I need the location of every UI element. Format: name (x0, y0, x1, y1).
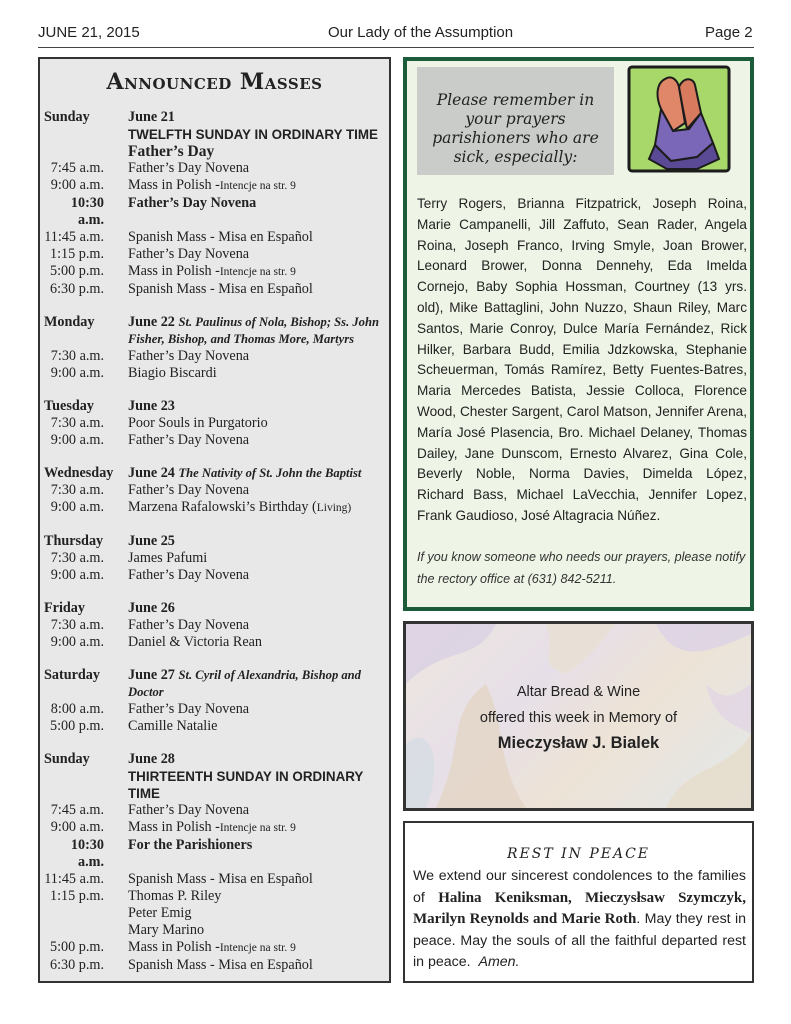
mass-entry (44, 819, 389, 837)
liturgical-title: THIRTEENTH SUNDAY IN ORDINARY TIME (128, 769, 364, 801)
mass-entry (44, 634, 389, 651)
mass-intention-cell (128, 263, 389, 281)
mass-note: Intencje na str. 9 (219, 942, 296, 954)
rest-in-peace-box (403, 821, 754, 983)
day-info (128, 465, 389, 482)
mass-time: 11:45 a.m. (44, 229, 104, 245)
prayers-box (403, 57, 754, 611)
mass-entry (44, 482, 389, 499)
mass-intention: Father’s Day Novena (128, 567, 250, 583)
altar-bread-box (403, 621, 754, 811)
day-header (44, 109, 389, 126)
mass-intention: Spanish Mass - Misa en Español (128, 871, 313, 887)
mass-time: 10:30 a.m. (70, 195, 104, 228)
mass-time-cell (44, 499, 128, 517)
mass-time-cell (44, 634, 128, 651)
mass-time: 7:45 a.m. (50, 802, 104, 818)
mass-intention-cell (128, 365, 389, 382)
occasion-title: Father’s Day (128, 143, 215, 160)
occasion-row (44, 143, 389, 160)
mass-entry (44, 888, 389, 905)
day-spacer (44, 651, 389, 667)
bulletin-date: JUNE 21, 2015 (38, 24, 140, 41)
mass-intention: Father’s Day Novena (128, 617, 250, 633)
mass-time: 9:00 a.m. (50, 432, 104, 448)
day-spacer (44, 382, 389, 398)
mass-entry (44, 499, 389, 517)
mass-intention-cell (128, 617, 389, 634)
day-info (128, 109, 389, 126)
feast-name: The Nativity of St. John the Baptist (178, 466, 362, 480)
mass-intention-cell (128, 415, 389, 432)
mass-intention-cell (128, 837, 389, 871)
mass-intention: Father’s Day Novena (128, 432, 250, 448)
mass-intention: Camille Natalie (128, 718, 218, 734)
mass-entry (44, 617, 389, 634)
mass-intention: Father’s Day Novena (128, 246, 250, 262)
mass-intention-cell (128, 819, 389, 837)
mass-time: 10:30 a.m. (70, 837, 104, 870)
mass-time-cell (44, 905, 128, 922)
mass-intention: Mass in Polish - (128, 939, 220, 955)
rip-intro: We extend our sincerest condolences to the families of (413, 868, 746, 906)
rip-outro: . May they rest in peace. May the souls of all the faithful departed rest in peace. (413, 911, 746, 970)
mass-time-cell (44, 263, 128, 281)
rip-names: Halina Keniksman, Mieczysłsaw Szymczyk, Marilyn Reynolds and Marie Roth (413, 889, 746, 927)
mass-time-cell (44, 177, 128, 195)
mass-intention: Mass in Polish - (128, 263, 220, 279)
spacer (44, 143, 128, 160)
mass-time: 1:15 p.m. (50, 246, 104, 262)
mass-time-cell (44, 802, 128, 819)
mass-entry (44, 567, 389, 584)
mass-entry (44, 802, 389, 819)
mass-intention: Father’s Day Novena (128, 160, 250, 176)
mass-entry (44, 837, 389, 871)
mass-note: Living) (316, 502, 352, 514)
mass-entry (44, 246, 389, 263)
mass-intention-cell (128, 348, 389, 365)
day-spacer (44, 517, 389, 533)
day-date: June 25 (128, 533, 175, 549)
mass-intention-cell (128, 939, 389, 957)
day-name: Monday (44, 314, 95, 330)
mass-entry (44, 432, 389, 449)
mass-intention-cell (128, 888, 389, 905)
mass-time: 5:00 p.m. (50, 718, 104, 734)
mass-time: 5:00 p.m. (50, 263, 104, 279)
mass-note: Intencje na str. 9 (219, 822, 296, 834)
mass-intention-cell (128, 281, 389, 298)
day-date: June 26 (128, 600, 175, 616)
day-spacer (44, 449, 389, 465)
mass-time: 7:30 a.m. (50, 348, 104, 364)
mass-time: 6:30 p.m. (50, 957, 104, 973)
mass-time: 9:00 a.m. (50, 177, 104, 193)
rip-title: REST IN PEACE (506, 846, 651, 862)
mass-intention-cell (128, 195, 389, 229)
mass-entry (44, 957, 389, 974)
mass-intention-cell (128, 701, 389, 718)
day-header (44, 600, 389, 617)
rip-amen: Amen. (478, 954, 520, 970)
mass-intention-cell (128, 499, 389, 517)
mass-intention: James Pafumi (128, 550, 208, 566)
day-info (128, 600, 389, 617)
mass-time: 7:30 a.m. (50, 415, 104, 431)
mass-intention: Thomas P. Riley (128, 888, 222, 904)
mass-intention-cell (128, 802, 389, 819)
mass-intention-cell (128, 905, 389, 922)
mass-time: 11:45 a.m. (44, 871, 104, 887)
spacer (44, 126, 128, 143)
day-date: June 22 (128, 314, 175, 330)
mass-note: Intencje na str. 9 (219, 180, 296, 192)
mass-entry (44, 177, 389, 195)
day-name: Thursday (44, 533, 104, 549)
mass-time-cell (44, 550, 128, 567)
mass-time: 9:00 a.m. (50, 634, 104, 650)
announced-masses-box (38, 57, 391, 983)
mass-intention: Mary Marino (128, 922, 205, 938)
day-spacer (44, 584, 389, 600)
mass-entry (44, 263, 389, 281)
mass-intention: Peter Emig (128, 905, 192, 921)
mass-time-cell (44, 415, 128, 432)
parish-name: Our Lady of the Assumption (328, 24, 514, 41)
mass-intention: Mass in Polish - (128, 819, 220, 835)
mass-time-cell (44, 281, 128, 298)
mass-time: 5:00 p.m. (50, 939, 104, 955)
mass-entry (44, 195, 389, 229)
day-header (44, 314, 389, 348)
liturgical-title-row (44, 768, 389, 802)
day-header (44, 667, 389, 701)
mass-intention-cell (128, 957, 389, 974)
mass-entry (44, 229, 389, 246)
mass-intention-cell (128, 718, 389, 735)
mass-intention: Father’s Day Novena (128, 802, 250, 818)
day-info (128, 533, 389, 550)
mass-entry (44, 718, 389, 735)
prayers-notify-note: If you know someone who needs our prayers, please notify the rectory office at (631) 842-5211. (417, 550, 746, 586)
mass-time-cell (44, 567, 128, 584)
mass-entry (44, 550, 389, 567)
day-spacer (44, 735, 389, 751)
mass-time-cell (44, 957, 128, 974)
mass-intention: Father’s Day Novena (128, 482, 250, 498)
day-info (128, 667, 389, 701)
day-date: June 24 (128, 465, 175, 481)
mass-intention: Spanish Mass - Misa en Español (128, 281, 313, 297)
day-header (44, 533, 389, 550)
mass-intention: For the Parishioners (128, 837, 253, 853)
mass-time-cell (44, 432, 128, 449)
mass-schedule (44, 109, 389, 974)
mass-intention: Father’s Day Novena (128, 195, 257, 211)
mass-time: 9:00 a.m. (50, 365, 104, 381)
mass-intention-cell (128, 567, 389, 584)
mass-time: 7:45 a.m. (50, 160, 104, 176)
mass-entry (44, 348, 389, 365)
altar-heading: Altar Bread & Wine (516, 684, 641, 700)
mass-entry (44, 160, 389, 177)
mass-intention-cell (128, 160, 389, 177)
mass-note: Intencje na str. 9 (219, 266, 296, 278)
mass-intention-cell (128, 177, 389, 195)
day-spacer (44, 298, 389, 314)
day-name: Saturday (44, 667, 100, 683)
mass-time-cell (44, 195, 128, 229)
mass-time-cell (44, 819, 128, 837)
mass-time: 7:30 a.m. (50, 482, 104, 498)
mass-intention-cell (128, 482, 389, 499)
feast-name: St. Paulinus of Nola, Bishop; Ss. John Fisher, Bishop, and Thomas More, Martyrs (128, 315, 379, 346)
mass-time: 1:15 p.m. (50, 888, 104, 904)
mass-intention-cell (128, 229, 389, 246)
mass-entry (44, 871, 389, 888)
mass-entry (44, 415, 389, 432)
header-divider (38, 47, 754, 48)
rip-body (413, 866, 746, 974)
prayers-heading: Please remember in your prayers parishioners who are sick, especially: (432, 91, 599, 166)
mass-intention-cell (128, 922, 389, 939)
liturgical-title: TWELFTH SUNDAY IN ORDINARY TIME (128, 127, 378, 142)
day-header (44, 398, 389, 415)
day-name: Friday (44, 600, 85, 616)
day-info (128, 751, 389, 768)
day-header (44, 465, 389, 482)
mass-intention: Daniel & Victoria Rean (128, 634, 263, 650)
day-name: Tuesday (44, 398, 94, 414)
mass-time: 8:00 a.m. (50, 701, 104, 717)
mass-time-cell (44, 365, 128, 382)
day-date: June 28 (128, 751, 175, 767)
mass-entry (44, 905, 389, 922)
mass-entry (44, 922, 389, 939)
mass-entry (44, 701, 389, 718)
mass-intention-cell (128, 432, 389, 449)
mass-intention: Mass in Polish - (128, 177, 220, 193)
day-info (128, 314, 389, 348)
altar-memorial-name: Mieczysław J. Bialek (497, 734, 660, 752)
mass-time-cell (44, 718, 128, 735)
mass-time-cell (44, 837, 128, 871)
day-date: June 21 (128, 109, 175, 125)
mass-time-cell (44, 482, 128, 499)
mass-time: 9:00 a.m. (50, 567, 104, 583)
day-name: Sunday (44, 109, 90, 125)
mass-time-cell (44, 229, 128, 246)
mass-time: 9:00 a.m. (50, 499, 104, 515)
mass-time-cell (44, 246, 128, 263)
mass-intention-cell (128, 246, 389, 263)
mass-intention: Father’s Day Novena (128, 701, 250, 717)
mass-entry (44, 281, 389, 298)
mass-time: 6:30 p.m. (50, 281, 104, 297)
mass-time: 7:30 a.m. (50, 550, 104, 566)
sick-parishioners-list: Terry Rogers, Brianna Fitzpatrick, Joseph Roina, Marie Campanelli, Jill Zaffuto, Sean Rader, Angela Roina, Joseph Franco, Irving Smyle, Joan Brower, Leonard Brower, Donna Dennehy, Eda Imelda Cornejo, Baby Sophia Hossman, Courtney (13 yrs. old), Mike Battaglini, John Nuzzo, Shaun Riley, Marc Santos, Marie Conroy, Dulce María Fernández, Rick Hilker, Barbara Budd, Emilia Jdzkowska, Stephanie Scheuerman, Tomás Ramírez, Betty Fuentes-Batres, Maria Mercedes Batista, Jessie Colloca, Florence Wood, Chester Sargent, Carol Matson, Jennifer Arena, María José Plasencia, Bro. Michael Delaney, Thomas Dailey, Jane Dunscom, Ernesto Alvarez, Gina Cole, Beverly Noble, Norma Davies, Dimelda López, Richard Bass, Michael LaVecchia, Jennifer Lopez, Frank Gaudioso, José Altagracia Núñez. (417, 196, 747, 523)
mass-intention-cell (128, 634, 389, 651)
praying-hands-icon (627, 65, 731, 173)
masses-title: Announced Masses (106, 69, 323, 95)
mass-intention: Marzena Rafalowski’s Birthday ( (128, 499, 317, 515)
mass-intention: Spanish Mass - Misa en Español (128, 957, 313, 973)
mass-time-cell (44, 871, 128, 888)
mass-intention-cell (128, 550, 389, 567)
mass-time-cell (44, 348, 128, 365)
day-name: Wednesday (44, 465, 114, 481)
feast-name: St. Cyril of Alexandria, Bishop and Doctor (128, 668, 361, 699)
page-number: Page 2 (705, 24, 753, 41)
day-date: June 27 (128, 667, 175, 683)
mass-time-cell (44, 888, 128, 905)
mass-intention: Father’s Day Novena (128, 348, 250, 364)
spacer (44, 768, 128, 802)
mass-intention-cell (128, 871, 389, 888)
mass-intention: Spanish Mass - Misa en Español (128, 229, 313, 245)
mass-entry (44, 939, 389, 957)
mass-time-cell (44, 939, 128, 957)
day-info (128, 398, 389, 415)
mass-time: 7:30 a.m. (50, 617, 104, 633)
mass-entry (44, 365, 389, 382)
mass-time: 9:00 a.m. (50, 819, 104, 835)
day-date: June 23 (128, 398, 175, 414)
liturgical-title-row (44, 126, 389, 143)
mass-time-cell (44, 701, 128, 718)
mass-intention: Biagio Biscardi (128, 365, 217, 381)
mass-intention: Poor Souls in Purgatorio (128, 415, 268, 431)
altar-memory-line: offered this week in Memory of (479, 710, 678, 726)
mass-time-cell (44, 617, 128, 634)
mass-time-cell (44, 922, 128, 939)
day-header (44, 751, 389, 768)
day-name: Sunday (44, 751, 90, 767)
mass-time-cell (44, 160, 128, 177)
